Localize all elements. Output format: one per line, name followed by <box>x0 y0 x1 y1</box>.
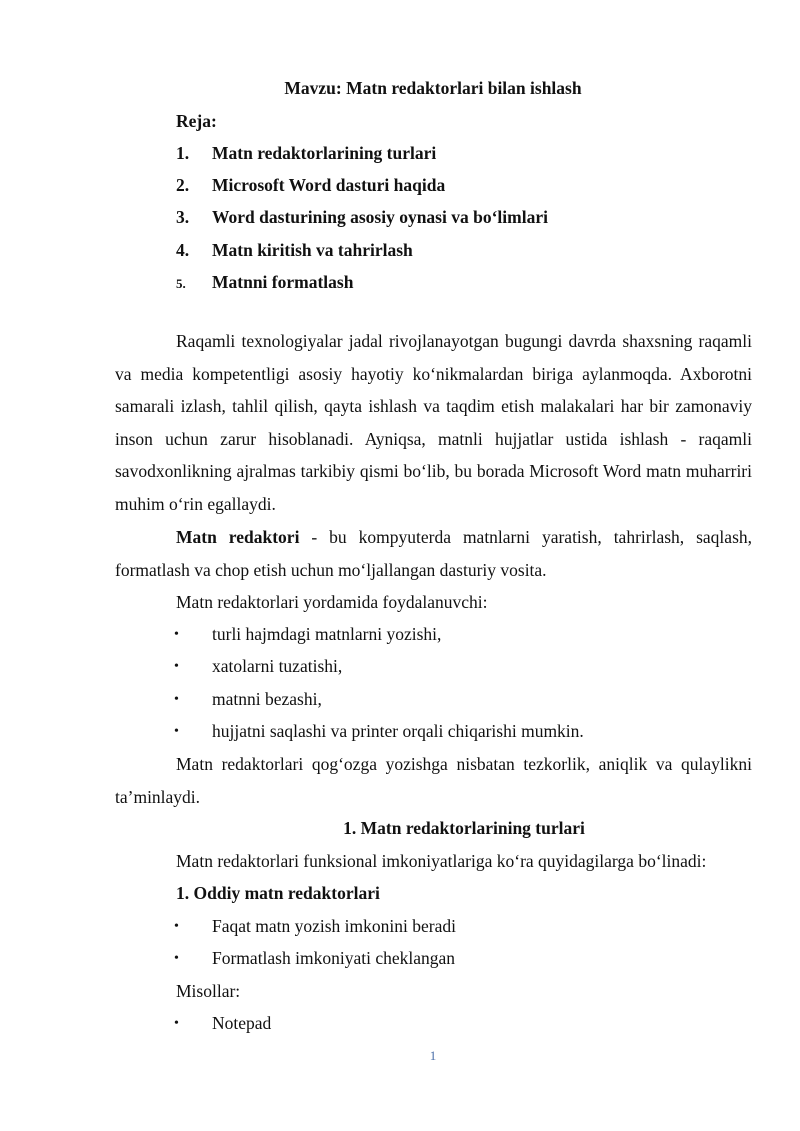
plan-item-text: Matn kiritish va tahrirlash <box>212 240 413 260</box>
plan-item-text: Word dasturining asosiy oynasi va bo‘limlari <box>212 207 548 227</box>
definition-paragraph <box>115 521 752 586</box>
plan-item-number: 3. <box>176 207 190 227</box>
page-number: 1 <box>429 1048 437 1063</box>
bullet-icon: • <box>174 692 179 707</box>
bullet-icon: • <box>174 659 179 674</box>
list-item: Formatlash imkoniyati cheklangan <box>212 948 456 968</box>
list-item: matnni bezashi, <box>212 689 322 709</box>
bullet-icon: • <box>174 1016 179 1031</box>
usage-intro: Matn redaktorlari yordamida foydalanuvchi: <box>176 592 488 612</box>
bullet-icon: • <box>174 951 179 966</box>
plan-item-number: 4. <box>176 240 190 260</box>
plan-item-text: Matnni formatlash <box>212 272 354 292</box>
bullet-icon: • <box>174 919 179 934</box>
examples-label: Misollar: <box>176 981 241 1001</box>
intro-paragraph-text: Raqamli texnologiyalar jadal rivojlanayotgan bugungi davrda shaxsning raqamli va media kompetentligi asosiy hayotiy ko‘nikmalardan biriga aylanmoqda. Axborotni samarali izlash, tahlil qilish, qayta ishlash va taqdim etish malakalari har bir zamonaviy inson uchun zarur hisoblanadi. Ayniqsa, matnli hujjatlar ustida ishlash - raqamli savodxonlikning ajralmas tarkibiy qismi bo‘lib, bu borada Microsoft Word matn muharriri muhim o‘rin egallaydi. <box>115 331 752 514</box>
list-item: Faqat matn yozish imkonini beradi <box>212 916 456 936</box>
plan-item-text: Matn redaktorlarining turlari <box>212 143 437 163</box>
list-item: turli hajmdagi matnlarni yozishi, <box>212 624 442 644</box>
benefit-paragraph-text: Matn redaktorlari qog‘ozga yozishga nisbatan tezkorlik, aniqlik va qulaylikni ta’minlaydi. <box>115 754 752 807</box>
plan-item-number: 5. <box>176 276 186 291</box>
list-item: xatolarni tuzatishi, <box>212 656 343 676</box>
list-item: hujjatni saqlashi va printer orqali chiqarishi mumkin. <box>212 721 584 741</box>
definition-text: - bu kompyuterda matnlarni yaratish, tahrirlash, saqlash, formatlash va chop etish uchun mo‘ljallangan dasturiy vosita. <box>115 527 753 580</box>
list-item: Notepad <box>212 1013 272 1033</box>
section-heading: 1. Matn redaktorlarining turlari <box>343 818 585 838</box>
bullet-icon: • <box>174 627 179 642</box>
plan-item-number: 2. <box>176 175 190 195</box>
plan-item-number: 1. <box>176 143 190 163</box>
intro-paragraph <box>115 325 752 520</box>
plan-heading: Reja: <box>176 111 217 131</box>
section-intro: Matn redaktorlari funksional imkoniyatlariga ko‘ra quyidagilarga bo‘linadi: <box>176 851 707 871</box>
benefit-paragraph <box>115 748 752 813</box>
plan-item-text: Microsoft Word dasturi haqida <box>212 175 446 195</box>
document-title: Mavzu: Matn redaktorlari bilan ishlash <box>284 78 582 98</box>
definition-term: Matn redaktori <box>176 527 300 547</box>
bullet-icon: • <box>174 724 179 739</box>
subsection-heading: 1. Oddiy matn redaktorlari <box>176 883 380 903</box>
